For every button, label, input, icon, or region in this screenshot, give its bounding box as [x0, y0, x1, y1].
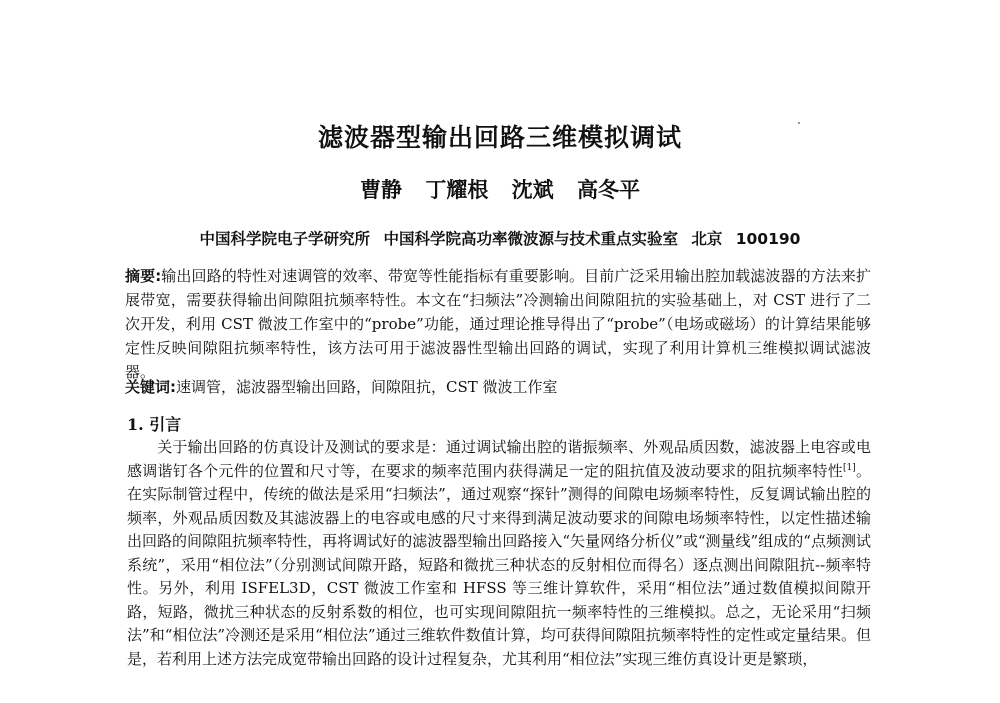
intro-text-part1: 关于输出回路的仿真设计及测试的要求是：通过调试输出腔的谐振频率、外观品质因数，滤波器上电容或电感调谐钉各个元件的位置和尺寸等，在要求的频率范围内获得满足一定的阻抗值及波动要求的阻抗频率特性 — [127, 438, 871, 480]
abstract-label: 摘要: — [125, 267, 162, 285]
intro-text-part2: 。在实际制管过程中，传统的做法是采用“扫频法”，通过观察“探针”测得的间隙电场频率特性，反复调试输出腔的频率，外观品质因数及其滤波器上的电容或电感的尺寸来得到满足波动要求的间隙电场频率特性，以定性描述输出回路的间隙阻抗频率特性，再将调试好的滤波器型输出回路接入“矢量网络分析仪”或“测量线”组成的“点频测试系统”，采用“相位法”（分别测试间隙开路，短路和微扰三种状态的反射相位而得名）逐点测出间隙阻抗--频率特性。另外，利用 ISFEL3D，CST 微波工作室和 HFSS 等三维计算软件，采用“相位法”通过数值模拟间隙开路，短路，微扰三种状态的反射系数的相位，也可实现间隙阻抗一频率特性的三维模拟。总之，无论采用“扫频法”和“相位法”冷测还是采用“相位法”通过三维软件数值计算，均可获得间隙阻抗频率特性的定性或定量结果。但是，若利用上述方法完成宽带输出回路的设计过程复杂，尤其利用“相位法”实现三维仿真设计更是繁琐， — [127, 461, 871, 668]
author-list: 曹静 丁耀根 沈斌 高冬平 — [360, 178, 640, 202]
keywords-label: 关键词: — [125, 378, 176, 396]
keywords — [125, 375, 871, 399]
citation-ref: [1] — [843, 462, 856, 473]
abstract — [125, 264, 871, 384]
section-heading: 1. 引言 — [127, 415, 182, 434]
intro-paragraph — [127, 436, 871, 671]
keywords-text: 速调管，滤波器型输出回路，间隙阻抗，CST 微波工作室 — [176, 378, 558, 396]
abstract-text: 输出回路的特性对速调管的效率、带宽等性能指标有重要影响。目前广泛采用输出腔加载滤波器的方法来扩展带宽，需要获得输出间隙阻抗频率特性。本文在“扫频法”冷测输出间隙阻抗的实验基础上，对 CST 进行了二次开发，利用 CST 微波工作室中的“probe”功能，通过理论推导得出了“probe”（电场或磁场）的计算结果能够定性反映间隙阻抗频率特性，该方法可用于滤波器性型输出回路的调试，实现了利用计算机三维模拟调试滤波器。 — [125, 267, 871, 381]
paper-title: 滤波器型输出回路三维模拟调试 — [317, 123, 682, 152]
affiliation: 中国科学院电子学研究所 中国科学院高功率微波源与技术重点实验室 北京 100190 — [199, 230, 801, 248]
